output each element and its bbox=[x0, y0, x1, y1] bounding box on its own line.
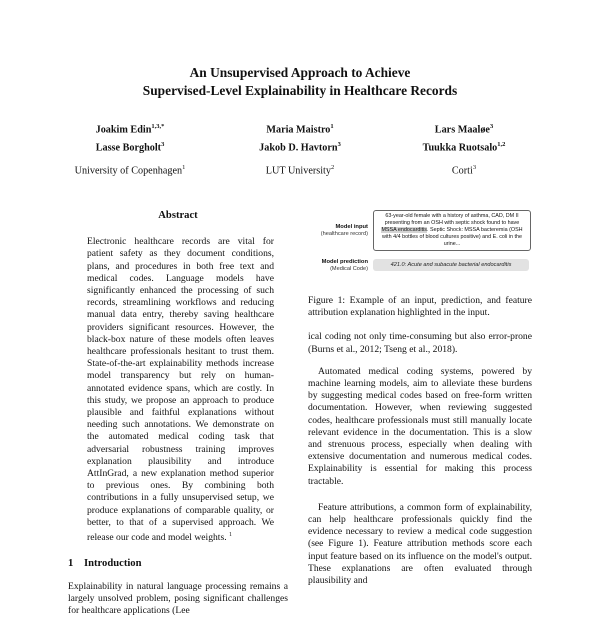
footnote-marker[interactable]: 1 bbox=[229, 532, 232, 539]
title-line-2: Supervised-Level Explainability in Healthcare Records bbox=[142, 83, 458, 98]
section-number: 1 bbox=[68, 558, 74, 570]
model-input-box bbox=[373, 210, 531, 251]
author-name: Lars Maaløe bbox=[434, 124, 490, 136]
input-text-before: 63-year-old female with a history of asthma, CAD, DM II presenting from an OSH with septic shock found to have bbox=[384, 213, 520, 227]
left-column bbox=[68, 210, 288, 617]
body-paragraph-2: Automated medical coding systems, powered by machine learning models, aim to alleviate these burdens by suggesting medical codes based on free-form written documentation. However, when reviewing suggested codes, healthcare professionals must still manually locate relevant evidence in the documentation. This is a slow and strenuous process, especially when dealing with extensive documentation and numerous medical codes. Explainability is essential for making this process tractable. bbox=[308, 365, 532, 487]
abstract-text: Electronic healthcare records are vital for patient safety as they document conditions, plans, and procedures in both free text and medical codes. Language models have significantly enhanced the processing of such records, streamlining workflows and reducing manual data entry, thereby saving healthcare providers significant resources. However, the black-box nature of these models often leaves healthcare professionals hesitant to trust them. State-of-the-art explainability methods increase model transparency but rely on human-annotated evidence spans, which are costly. In this study, we propose an approach to produce plausible and faithful explanations without needing such annotations. We demonstrate on the automated medical coding task that adversarial robustness training improves explanation plausibility and introduce AttInGrad, a new explanation method superior to previous ones. By combining both contributions in a fully unsupervised setup, we produce explanations of comparable quality, or better, to that of a supervised approach. We release our code and model weights. bbox=[87, 236, 274, 544]
abstract-heading: Abstract bbox=[158, 210, 198, 221]
author-name: Joakim Edin bbox=[95, 124, 152, 136]
author-name: Jakob D. Havtorn bbox=[259, 142, 338, 154]
model-input-subtitle: (healthcare record) bbox=[320, 231, 368, 237]
highlighted-evidence: MSSA endocarditis bbox=[381, 227, 427, 234]
author-affiliation-mark: 3 bbox=[161, 140, 165, 148]
figure-caption: Figure 1: Example of an input, prediction, and feature attribution explanation highlighted in the input. bbox=[308, 295, 532, 319]
section-heading-introduction bbox=[68, 558, 288, 570]
author-name: Tuukka Ruotsalo bbox=[422, 142, 498, 154]
title-line-1: An Unsupervised Approach to Achieve bbox=[189, 65, 411, 80]
institution-mark: 3 bbox=[472, 163, 477, 171]
author-block bbox=[60, 120, 540, 180]
model-prediction-label bbox=[308, 259, 368, 273]
input-text-after: . Septic Shock: MSSA bacteremia (OSH with 4/4 bottles of blood cultures positive) and E. coli in the urine... bbox=[382, 227, 523, 248]
author-affiliation-mark: 3 bbox=[337, 140, 341, 148]
author-column-3 bbox=[394, 120, 534, 179]
model-prediction-subtitle: (Medical Code) bbox=[330, 266, 368, 272]
body-paragraph-3: Feature attributions, a common form of explainability, can help healthcare professionals quickly find the evidence necessary to review a medical code suggestion (see Figure 1). Feature attribution methods score each input feature based on its influence on the model's output. These explanations are often evaluated through plausibility and bbox=[308, 501, 532, 587]
model-prediction-title: Model prediction bbox=[321, 259, 368, 265]
abstract-body bbox=[87, 236, 274, 544]
body-paragraph-1: ical coding not only time-consuming but also error-prone (Burns et al., 2012; Tseng et al., 2018). bbox=[308, 331, 532, 355]
figure-1 bbox=[308, 210, 532, 295]
author-column-2 bbox=[230, 120, 370, 179]
model-prediction-box: 421.0: Acute and subacute bacterial endocarditis bbox=[373, 259, 529, 271]
right-column bbox=[308, 210, 532, 587]
author-affiliation-mark: 1 bbox=[330, 123, 334, 130]
author-affiliation-mark: 3 bbox=[489, 123, 494, 130]
model-input-label bbox=[308, 224, 368, 238]
institution: Corti bbox=[451, 165, 473, 177]
author-column-1 bbox=[60, 120, 200, 179]
section-title: Introduction bbox=[84, 558, 142, 570]
paper-title bbox=[0, 64, 600, 100]
author-name: Maria Maistro bbox=[266, 124, 331, 136]
institution-mark: 1 bbox=[182, 163, 186, 171]
institution: LUT University bbox=[265, 165, 331, 177]
author-affiliation-mark: 1,2 bbox=[497, 140, 506, 148]
author-name: Lasse Borgholt bbox=[95, 142, 162, 154]
model-input-title: Model input bbox=[335, 224, 368, 230]
author-affiliation-mark: 1,3,* bbox=[151, 123, 165, 130]
institution-mark: 2 bbox=[330, 163, 335, 171]
institution: University of Copenhagen bbox=[74, 165, 183, 177]
introduction-paragraph: Explainability in natural language processing remains a largely unsolved problem, posing significant challenges for healthcare applications (Lee bbox=[68, 580, 288, 617]
